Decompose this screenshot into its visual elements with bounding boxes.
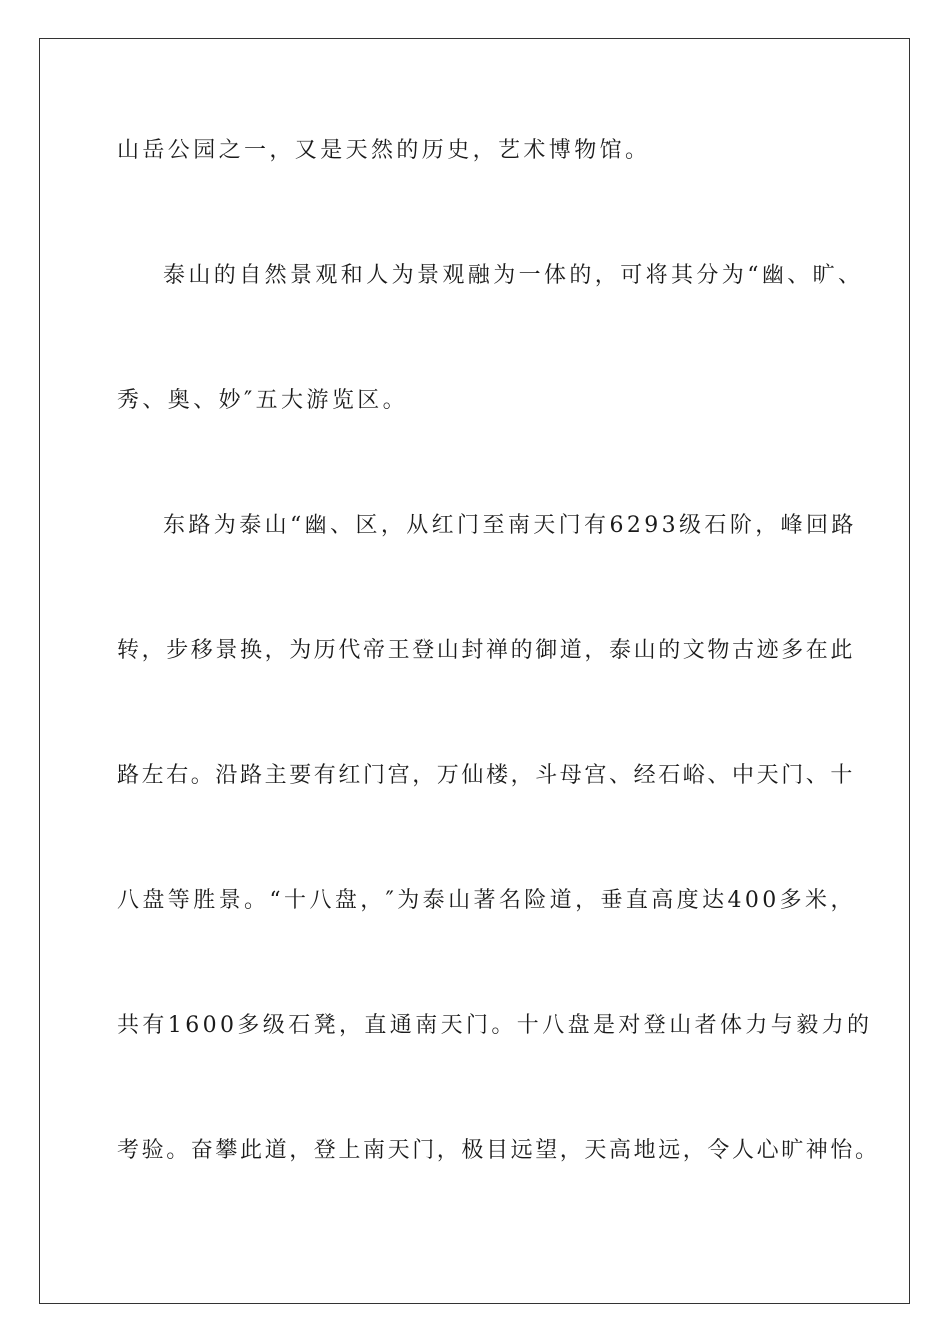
text-line: 转，步移景换，为历代帝王登山封禅的御道，泰山的文物古迹多在此 [117, 638, 856, 663]
paragraph-start-line: 泰山的自然景观和人为景观融为一体的，可将其分为“幽、旷、 [163, 263, 864, 288]
text-line: 秀、奥、妙″五大游览区。 [117, 388, 409, 413]
text-line: 考验。奋攀此道，登上南天门，极目远望，天高地远，令人心旷神怡。 [117, 1138, 880, 1163]
text-line: 共有1600多级石凳，直通南天门。十八盘是对登山者体力与毅力的 [117, 1013, 873, 1038]
text-line: 八盘等胜景。“十八盘，″为泰山著名险道，垂直高度达400多米， [117, 888, 856, 913]
text-line: 路左右。沿路主要有红门宫，万仙楼，斗母宫、经石峪、中天门、十 [117, 763, 856, 788]
page-border [39, 38, 910, 1304]
paragraph-start-line: 东路为泰山“幽、区，从红门至南天门有6293级石阶，峰回路 [163, 513, 857, 538]
text-line: 山岳公园之一，又是天然的历史，艺术博物馆。 [117, 138, 651, 163]
